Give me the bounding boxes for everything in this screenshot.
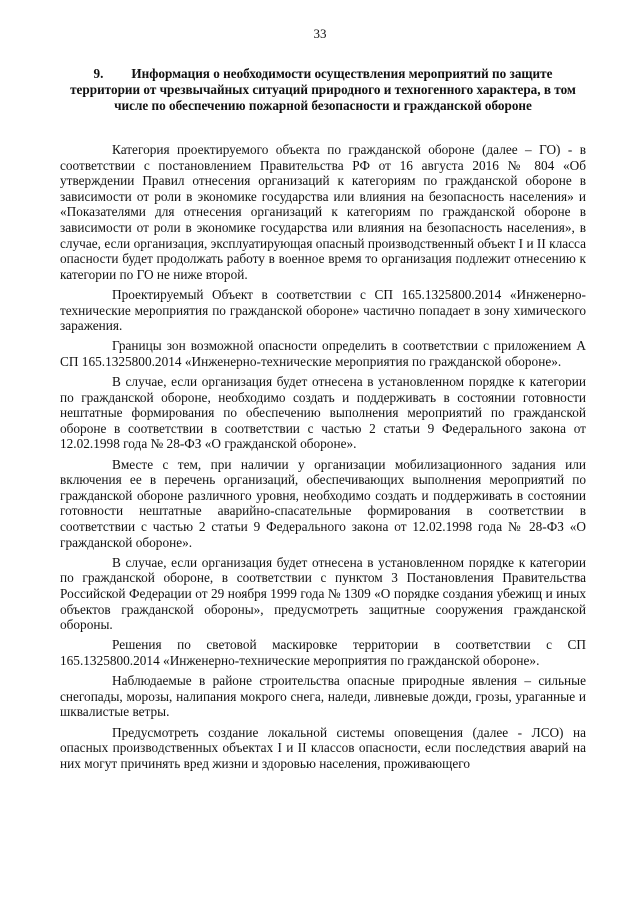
paragraph: Категория проектируемого объекта по гражданской обороне (далее – ГО) - в соответствии с постановлением Правительства РФ от 16 августа 2016 № 804 «Об утверждении Правил отнесения организаций к категориям по гражданской обороне в зависимости от роли в экономике государства или влияния на безопасность населения» и «Показателями для отнесения организаций к категориям по гражданской обороне в зависимости от роли в экономике государства или влияния на безопасность населения», в случае, если организация, эксплуатирующая опасный производственный объект I и II класса опасности будет продолжать работу в военное время то организация подлежит отнесению к категории по ГО не ниже второй. (60, 142, 586, 282)
paragraph: В случае, если организация будет отнесена в установленном порядке к категории по гражданской обороне, в соответствии с пунктом 3 Постановления Правительства Российской Федерации от 29 ноября 1999 года № 1309 «О порядке создания убежищ и иных объектов гражданской обороны», предусмотреть защитные сооружения гражданской обороны. (60, 554, 586, 633)
section-number: 9. (93, 66, 104, 81)
section-title: Информация о необходимости осуществления мероприятий по защите территории от чрезвычайных ситуаций природного и техногенного характера, в том числе по обеспечению пожарной безопасности и гражданской обороне (70, 66, 576, 113)
paragraph: Решения по световой маскировке территории в соответствии с СП 165.1325800.2014 «Инженерно-технические мероприятия по гражданской обороне». (60, 637, 586, 668)
paragraph: Проектируемый Объект в соответствии с СП 165.1325800.2014 «Инженерно-технические мероприятия по гражданской обороне» частично попадает в зону химического заражения. (60, 286, 586, 334)
paragraph: Границы зон возможной опасности определить в соответствии с приложением А СП 165.1325800.2014 «Инженерно-технические мероприятия по гражданской обороне». (60, 338, 586, 369)
paragraph: Вместе с тем, при наличии у организации мобилизационного задания или включения ее в перечень организаций, обеспечивающих выполнения мероприятий по гражданской обороне различного уровня, необходимо создать и поддерживать в состоянии готовности нештатные аварийно-спасательные формирования в соответствии в соответствии с частью 2 статьи 9 Федерального закона от 12.02.1998 года № 28-ФЗ «О гражданской обороне». (60, 456, 586, 550)
paragraph: Предусмотреть создание локальной системы оповещения (далее - ЛСО) на опасных производственных объектах I и II классов опасности, если последствия аварий на них могут причинять вред жизни и здоровью населения, проживающего (60, 724, 586, 771)
paragraph: Наблюдаемые в районе строительства опасные природные явления – сильные снегопады, морозы, налипания мокрого снега, наледи, ливневые дожди, грозы, ураганные и шквалистые ветры. (60, 673, 586, 720)
page-number: 33 (313, 26, 327, 41)
document-body (60, 142, 586, 776)
paragraph: В случае, если организация будет отнесена в установленном порядке к категории по гражданской обороне, необходимо создать и поддерживать в состоянии готовности нештатные формирования по обеспечению выполнения мероприятий по гражданской обороне в соответствии в соответствии с частью 2 статьи 9 Федерального закона от 12.02.1998 года № 28-ФЗ «О гражданской обороне». (60, 374, 586, 452)
section-heading (60, 66, 586, 114)
